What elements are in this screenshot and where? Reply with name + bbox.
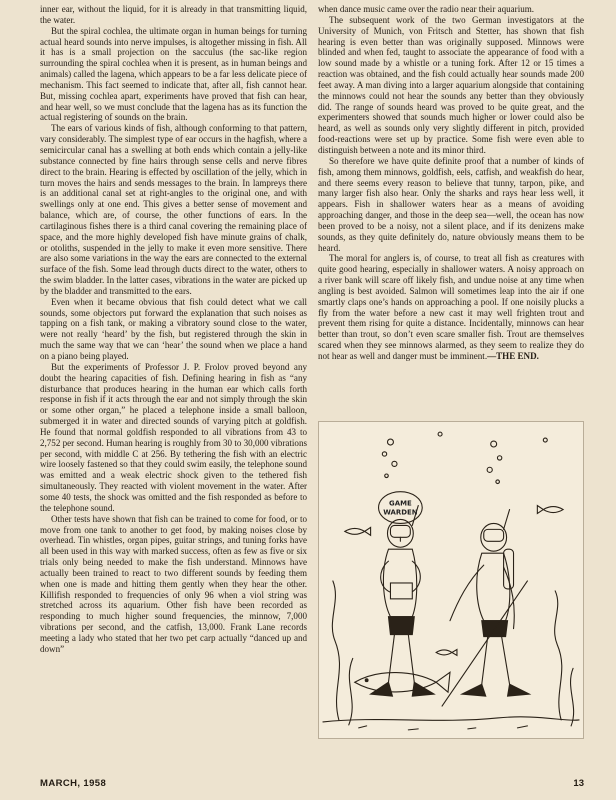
footer-date: MARCH, 1958 xyxy=(40,778,107,789)
paragraph: The subsequent work of the two German investigators at the University of Munich, von Fritsch and Stetter, has shown that fish hearing is even better than was originally supposed. Minnows were blinded and when fed, taught to associate the appearance of food with a low sound made by a whistle or a tuning fork. After 12 or 15 times a reaction was obtained, and the fish could actually hear sounds made 200 feet away. A man diving into a larger aquarium alongside that containing the minnows could not hear the sounds any better than they obviously did. The range of sounds heard was proved to be quite great, and the experimenters showed that sounds much higher or lower could also be heard, as well as sounds only very slightly different in pitch, provided food-reactions were set up by practice. Some fish were even able to distinguish between a note and its minor third. xyxy=(318,14,584,155)
sign-line-2: WARDEN xyxy=(383,508,418,517)
cartoon-illustration xyxy=(318,421,584,739)
bubble-icon xyxy=(497,456,501,460)
bubble-icon xyxy=(382,452,386,456)
paragraph: The ears of various kinds of fish, although conforming to that pattern, vary considerably. The simplest type of ear occurs in the hagfish, where a semicircular canal has a swelling at both ends which contain a jelly-like substance connected by fine hairs through sense cells and nerve fibres direct to the brain. Hearing is effected by oscillation of the jelly, which in turn moves the hairs and sends messages to the brain. In lampreys there is an additional canal set at right-angles to the original one, and with swellings only at one end. This gives a better sense of movement and balance, which are, of course, the other functions of ears. In the cartilaginous fishes there is a third canal covering the remaining place of space, and the more highly developed fish have minute grains of chalk, or otoliths, suspended in the jelly to make it even more sensitive. There are also some variations in the way the ears are connected to the external surface of the fish. Some lead through ducts direct to the water, others to the swim bladder. In the latter cases, vibrations in the water are picked up by the bladder and transmitted to the ears. xyxy=(40,123,307,296)
paragraph: Other tests have shown that fish can be trained to come for food, or to move from one tank to another to get food, by making noises close by overhead. Tin whistles, organ pipes, guitar strings, and tuning forks have all been used in this way with marked success, often as few as five or six trials only being needed to make the fish understand. Minnows have actually been trained to react to two different sounds by feeding them when one is made and hitting them gently when they hear the other. Killifish responded to frequencies of only 96 when a viol string was stretched across its aquarium. Other fish have been recorded as responding to much higher sound frequencies, the minnow, 7,000 vibrations per second, and the catfish, 13,000. Frank Lane records meeting a lady who stated that her two pet carp actually “danced up and down” xyxy=(40,513,307,654)
sign-line-1: GAME xyxy=(389,499,412,508)
paragraph: inner ear, without the liquid, for it is already in that transmitting liquid, the water. xyxy=(40,4,307,25)
paragraph: So therefore we have quite definite proof that a number of kinds of fish, among them minnows, goldfish, eels, catfish, and weakfish do hear, and there seems every reason to believe that tunny, tarpon, pike, and many larger fish also hear. Only the sharks and rays hear less well, it appears. Fish in shallower waters hear as a means of avoiding approaching danger, and those in the deep sea—well, the ocean has now been proved to be a noisy, not a silent place, and if its denizens make sounds, as they quite definitely do, nature obviously means them to be heard. xyxy=(318,155,584,253)
paragraph: But the spiral cochlea, the ultimate organ in human beings for turning actual heard sounds into nerve impulses, is altogether missing in fish. All it has is a small projection on the sacculus (the sac-like region surrounding the spiral cochlea when it is present, as in human beings and animals) called the lagena, which appears to be a far less delicate piece of mechanism. This fact seemed to indicate that, after all, fish cannot hear. But, missing cochlea apart, experiments have proved that fish can hear, and hear well, so we must conclude that the lagena has as its function the actual registering of sounds on the brain. xyxy=(40,25,307,123)
fish-icon xyxy=(345,527,371,535)
paragraph: Even when it became obvious that fish could detect what we call sounds, some objectors put forward the explanation that such noises as tapping on a fish tank, or making a vibratory sound close to the water, were not really ‘heard’ by the fish, but registered through the skin in much the same way that we can ‘hear’ the sound when we place a hand on a piano being played. xyxy=(40,296,307,361)
large-fish-icon xyxy=(355,672,450,692)
bubble-icon xyxy=(491,441,497,447)
bubble-icon xyxy=(543,438,547,442)
article-column-left xyxy=(40,4,307,655)
bubble-icon xyxy=(487,467,492,472)
page-number: 13 xyxy=(573,778,584,789)
bubble-icon xyxy=(385,474,389,478)
fish-icon xyxy=(436,649,457,655)
bubble-icon xyxy=(438,432,442,436)
spearfisher-diver xyxy=(442,510,529,707)
seaweed-icon xyxy=(349,658,353,724)
bubble-icon xyxy=(496,480,500,484)
paragraph-text: The moral for anglers is, of course, to treat all fish as creatures with quite good hearing, especially in shallower waters. A noisy approach on a river bank will scare off likely fish, and undue noise at any time when angling is best avoided. Salmon will sometimes leap into the air if one smartly claps one’s hands on approaching a pool. If one noisily plucks a fly from the water before a new cast it may well frighten trout and prevent them rising for quite a distance. Incidentally, minnows can hear better than trout, so don’t even scare smaller fish. Trout are themselves scared when they see minnows alarmed, as they seem to realize they do not hear as well and danger must be imminent. xyxy=(318,253,584,361)
seaweed-icon xyxy=(555,591,562,720)
seaweed-icon xyxy=(332,581,339,720)
game-warden-diver xyxy=(371,492,435,696)
bubble-icon xyxy=(392,461,397,466)
seaweed-icon xyxy=(571,668,574,726)
article-column-right xyxy=(318,4,584,362)
fish-icon xyxy=(537,506,563,514)
paragraph: But the experiments of Professor J. P. Frolov proved beyond any doubt the hearing capacities of fish. Defining hearing in fish as “any disturbance that produces hearing in the human ear which calls forth response in fish if it acts through the ear and not simply through the skin or some other organ,” he placed a telephone inside a small balloon, submerged it in water and directed sounds of varying pitch at goldfish. He found that normal goldfish responded to all vibrations from 43 to 2,752 per second. Human hearing is roughly from 30 to 30,000 vibrations per second, with middle C at 256. By tethering the fish with an electric wire loosely fastened so that they could swim easily, the telephone sound was emitted and a weak electric shock given to the tethered fish simultaneously. They reacted with violent movement in the water. After some 40 tests, the shock was omitted and the fish responded as before to the telephone sound. xyxy=(40,361,307,513)
cartoon-drawing xyxy=(319,422,583,738)
end-mark: —THE END. xyxy=(487,351,539,361)
sea-floor xyxy=(323,717,579,722)
paragraph xyxy=(318,253,584,361)
bubble-icon xyxy=(387,439,393,445)
paragraph: when dance music came over the radio near their aquarium. xyxy=(318,4,535,14)
